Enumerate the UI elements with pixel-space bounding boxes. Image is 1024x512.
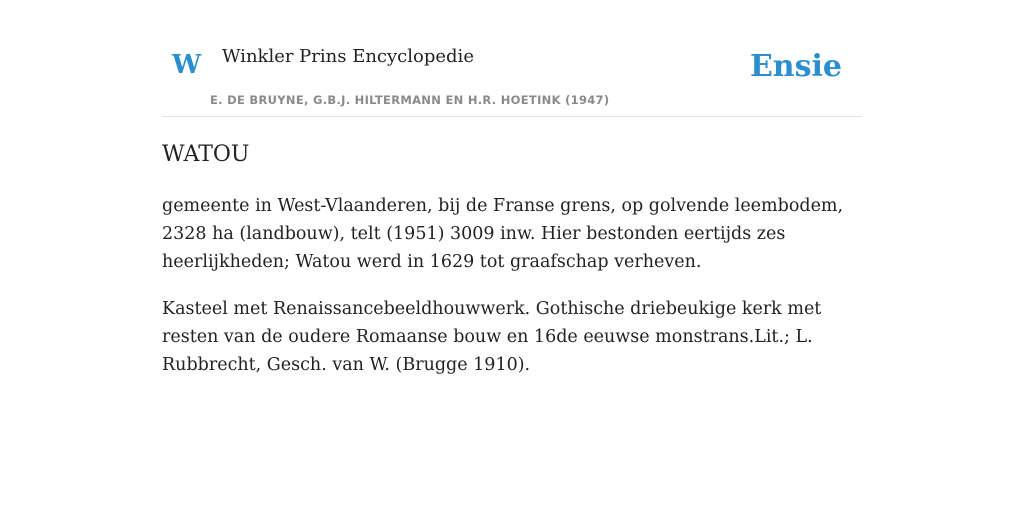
source-title[interactable]: Winkler Prins Encyclopedie [222,46,474,67]
source-authors: E. DE BRUYNE, G.B.J. HILTERMANN EN H.R. HOETINK (1947) [210,93,610,107]
entry-title: WATOU [162,142,250,167]
entry-paragraph: Kasteel met Renaissancebeeldhouwwerk. Gothische driebeukige kerk met resten van de oudere Romaanse bouw en 16de eeuwse monstrans.Lit.; L. Rubbrecht, Gesch. van W. (Brugge 1910). [162,299,822,375]
entry-paragraph: gemeente in West-Vlaanderen, bij de Franse grens, op golvende leembodem, 2328 ha (landbouw), telt (1951) 3009 inw. Hier bestonden eertijds zes heerlijkheden; Watou werd in 1629 tot graafschap verheven. [162,196,844,272]
ensie-brand-link[interactable]: Ensie [749,49,842,84]
entry-content [162,138,862,379]
source-logo[interactable]: W [172,50,202,80]
source-header [162,0,862,117]
